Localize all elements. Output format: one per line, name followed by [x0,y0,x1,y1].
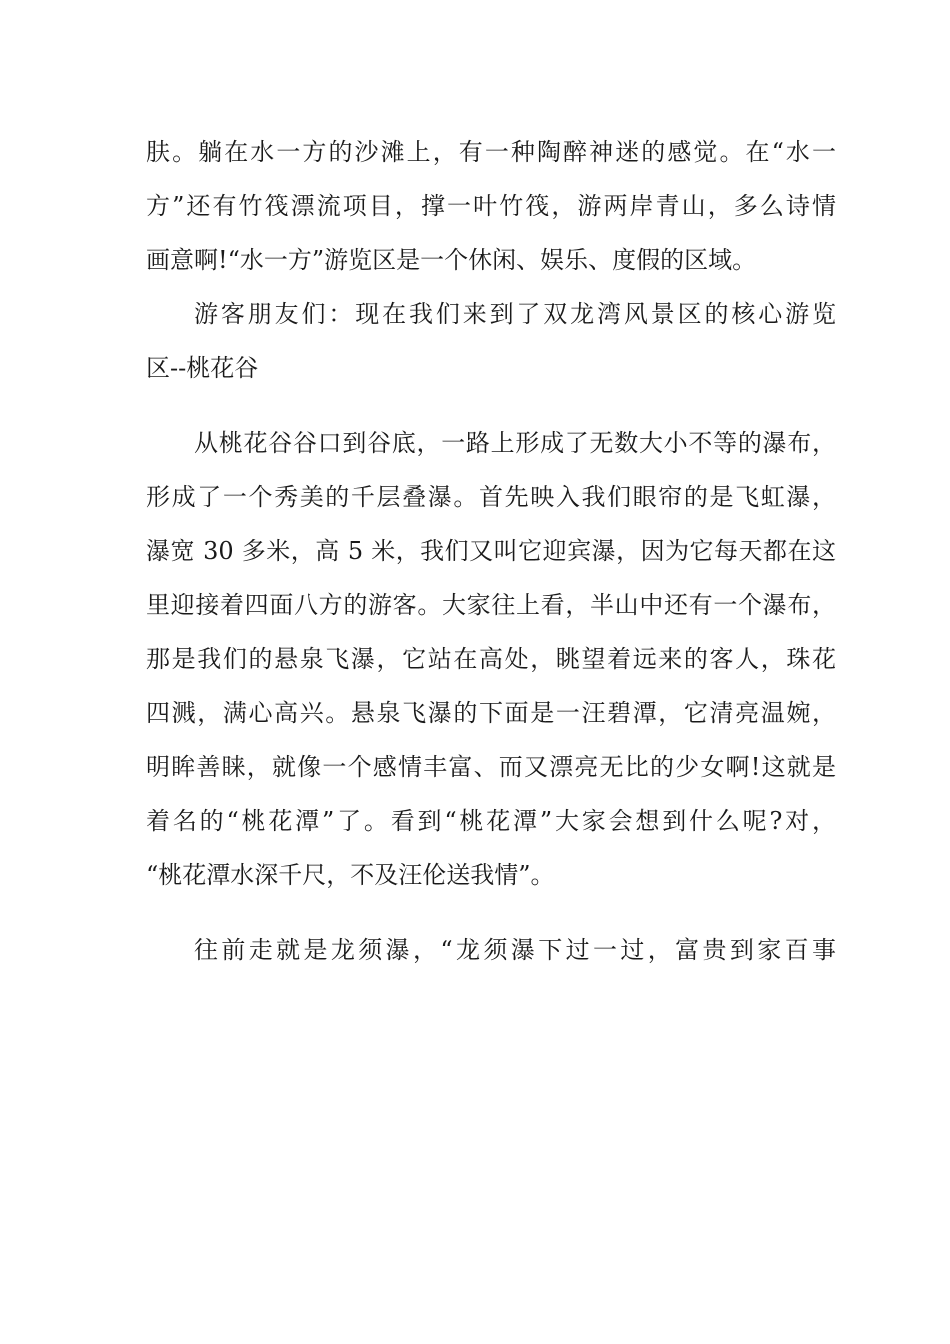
text-line: 那是我们的悬泉飞瀑，它站在高处，眺望着远来的客人，珠花 [146,645,836,673]
text-line: 着名的“桃花潭”了。看到“桃花潭”大家会想到什么呢?对， [146,807,836,835]
text-line: 从桃花谷谷口到谷底，一路上形成了无数大小不等的瀑布， [194,429,836,457]
paragraph-gap [146,395,836,416]
text-line: 往前走就是龙须瀑，“龙须瀑下过一过，富贵到家百事 [194,936,836,964]
text-line: 形成了一个秀美的千层叠瀑。首先映入我们眼帘的是飞虹瀑， [146,483,836,511]
body-text [146,125,836,977]
text-line: 四溅，满心高兴。悬泉飞瀑的下面是一汪碧潭，它清亮温婉， [146,699,836,727]
text-line: 游客朋友们：现在我们来到了双龙湾风景区的核心游览 [194,300,836,328]
text-line: 里迎接着四面八方的游客。大家往上看，半山中还有一个瀑布， [146,591,836,619]
text-line: 明眸善睐，就像一个感情丰富、而又漂亮无比的少女啊!这就是 [146,753,836,781]
text-line: 瀑宽 30 多米，高 5 米，我们又叫它迎宾瀑，因为它每天都在这 [146,537,836,565]
text-line: 区--桃花谷 [146,354,259,382]
text-line: 肤。躺在水一方的沙滩上，有一种陶醉神迷的感觉。在“水一 [146,138,836,166]
paragraph-gap [146,902,836,923]
text-line: “桃花潭水深千尺，不及汪伦送我情”。 [146,861,555,889]
text-line: 方”还有竹筏漂流项目，撑一叶竹筏，游两岸青山，多么诗情 [146,192,836,220]
text-line: 画意啊!“水一方”游览区是一个休闲、娱乐、度假的区域。 [146,246,757,274]
